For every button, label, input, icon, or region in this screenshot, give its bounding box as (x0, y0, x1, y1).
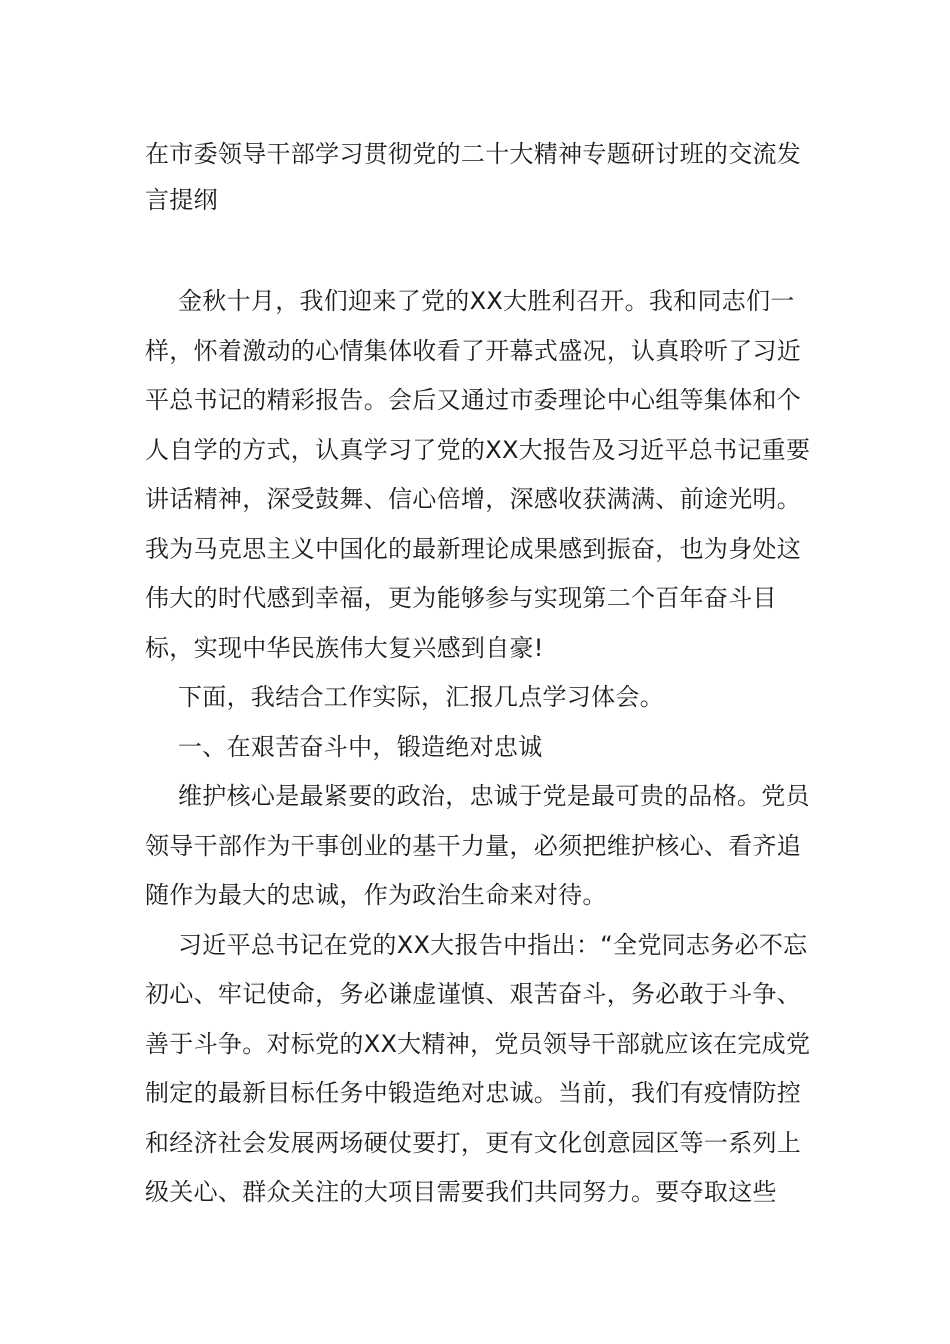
paragraph-transition: 下面，我结合工作实际，汇报几点学习体会。 (178, 683, 664, 711)
paragraph-quote: 习近平总书记在党的XX大报告中指出：“全党同志务必不忘初心、牢记使命，务必谦虚谨慎、艰苦奋斗，务必敢于斗争、善于斗争。对标党的XX大精神，党员领导干部就应该在完成党制定的最新目标任务中锻造绝对忠诚。当前，我们有疫情防控和经济社会发展两场硬仗要打，更有文化创意园区等一系列上级关心、群众关注的大项目需要我们共同努力。要夺取这些 (145, 930, 811, 1206)
section-heading-1: 一、在艰苦奋斗中，锻造绝对忠诚 (178, 732, 543, 761)
paragraph-intro: 金秋十月，我们迎来了党的XX大胜利召开。我和同志们一样，怀着激动的心情集体收看了开幕式盛况，认真聆听了习近平总书记的精彩报告。会后又通过市委理论中心组等集体和个人自学的方式，认真学习了党的XX大报告及习近平总书记重要讲话精神，深受鼓舞、信心倍增，深感收获满满、前途光明。我为马克思主义中国化的最新理论成果感到振奋，也为身处这伟大的时代感到幸福，更为能够参与实现第二个百年奋斗目标，实现中华民族伟大复兴感到自豪! (145, 287, 811, 662)
document-title: 在市委领导干部学习贯彻党的二十大精神专题研讨班的交流发言提纲 (145, 140, 802, 214)
paragraph-loyalty: 维护核心是最紧要的政治，忠诚于党是最可贵的品格。党员领导干部作为干事创业的基干力量，必须把维护核心、看齐追随作为最大的忠诚，作为政治生命来对待。 (145, 782, 810, 909)
document-body (145, 277, 821, 1218)
